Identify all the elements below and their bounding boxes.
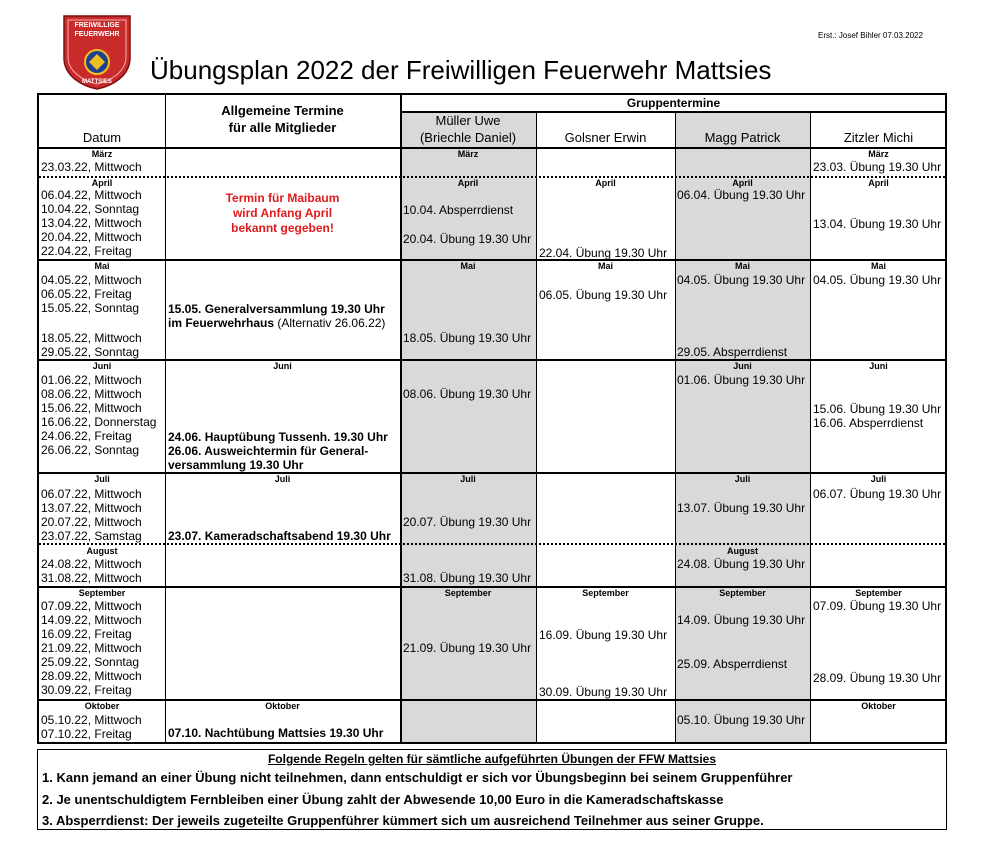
group3-entry: 13.07. Übung 19.30 Uhr [677, 501, 806, 515]
group2-entry: 22.04. Übung 19.30 Uhr [539, 246, 668, 260]
month-header: Mai [734, 261, 750, 271]
month-header: September [855, 588, 902, 598]
group1-entry: 08.06. Übung 19.30 Uhr [403, 387, 532, 401]
month-header: Oktober [861, 701, 896, 711]
group3-shade [675, 112, 810, 742]
month-header: Juli [460, 474, 476, 484]
month-header: Juni [733, 361, 752, 371]
month-header: Juli [94, 474, 110, 484]
event-nachtuebung: 07.10. Nachtübung Mattsies 19.30 Uhr [168, 726, 384, 740]
month-header: September [719, 588, 766, 598]
group4-entry: 28.09. Übung 19.30 Uhr [813, 671, 942, 685]
author-note: Erst.: Josef Bihler 07.03.2022 [818, 31, 923, 40]
group3-entry: 29.05. Absperrdienst [677, 345, 788, 359]
page-title: Übungsplan 2022 der Freiwilligen Feuerwehr Mattsies [150, 55, 772, 85]
event-generalversammlung: 15.05. Generalversammlung 19.30 Uhr im Feuerwehrhaus (Alternativ 26.06.22) [168, 302, 386, 330]
svg-text:FEUERWEHR: FEUERWEHR [74, 31, 120, 38]
month-header: April [732, 178, 753, 188]
group1-entry: 18.05. Übung 19.30 Uhr [403, 331, 532, 345]
group1-entry: 31.08. Übung 19.30 Uhr [403, 571, 532, 585]
group2-entry: 06.05. Übung 19.30 Uhr [539, 288, 668, 302]
event-hauptuebung: 24.06. Hauptübung Tussenh. 19.30 Uhr 26.06. Ausweichtermin für General- versammlung 19.30 Uhr [168, 430, 388, 472]
month-header: Mai [597, 261, 613, 271]
maibaum-note: Termin für Maibaum wird Anfang April bekannt gegeben! [225, 191, 340, 235]
col-divider [400, 95, 402, 742]
month-header: Juni [869, 361, 888, 371]
month-header: Juni [273, 361, 292, 371]
month-header: März [457, 149, 479, 159]
date-list: 18.05.22, Mittwoch 29.05.22, Sonntag [41, 331, 142, 359]
header-group2: Golsner Erwin [564, 130, 647, 145]
header-datum: Datum [82, 130, 122, 145]
group4-entry: 04.05. Übung 19.30 Uhr [813, 273, 942, 287]
month-header: April [91, 178, 113, 188]
event-kameradschaftsabend: 23.07. Kameradschaftsabend 19.30 Uhr [168, 529, 391, 543]
month-header: Juli [734, 474, 751, 484]
group3-entry: 25.09. Absperrdienst [677, 657, 788, 671]
header-group1: Müller Uwe (Briechle Daniel) [419, 113, 517, 145]
month-header: März [868, 149, 889, 159]
header-allgemein: Allgemeine Termine für alle Mitglieder [221, 103, 344, 135]
month-header: Juli [274, 474, 291, 484]
fire-brigade-logo [62, 14, 132, 90]
date-list: 04.05.22, Mittwoch 06.05.22, Freitag 15.05.22, Sonntag [41, 273, 142, 315]
date-list: 24.08.22, Mittwoch 31.08.22, Mittwoch [41, 557, 142, 585]
header-gruppentermine: Gruppentermine [626, 96, 721, 110]
rules-heading: Folgende Regeln gelten für sämtliche aufgeführten Übungen der FFW Mattsies [267, 752, 717, 766]
month-header: April [868, 178, 889, 188]
header-group4: Zitzler Michi [843, 130, 914, 145]
date-list: 06.04.22, Mittwoch 10.04.22, Sonntag 13.04.22, Mittwoch 20.04.22, Mittwoch 22.04.22, Freitag [41, 188, 142, 258]
group3-entry: 01.06. Übung 19.30 Uhr [677, 373, 806, 387]
rule-item: 3. Absperrdienst: Der jeweils zugeteilte Gruppenführer kümmert sich um ausreichend Teilnehmer aus seiner Gruppe. [42, 813, 764, 828]
header-group3: Magg Patrick [704, 130, 781, 145]
group3-entry: 14.09. Übung 19.30 Uhr [677, 613, 806, 627]
month-divider [39, 543, 945, 545]
month-header: Mai [94, 261, 110, 271]
month-header: Oktober [84, 701, 120, 711]
svg-text:MATTSIES: MATTSIES [82, 79, 112, 85]
group4-entry: 07.09. Übung 19.30 Uhr [813, 599, 942, 613]
svg-text:FREIWILLIGE: FREIWILLIGE [74, 22, 120, 29]
date-list: 07.09.22, Mittwoch 14.09.22, Mittwoch 16.09.22, Freitag 21.09.22, Mittwoch 25.09.22, Sonntag 28.09.22, Mittwoch 30.09.22, Freitag [41, 599, 142, 697]
month-header: Juli [870, 474, 887, 484]
group3-entry: 05.10. Übung 19.30 Uhr [677, 713, 806, 727]
month-header: Mai [460, 261, 476, 271]
date-list: 06.07.22, Mittwoch 13.07.22, Mittwoch 20.07.22, Mittwoch 23.07.22, Samstag [41, 487, 142, 543]
date-list: 23.03.22, Mittwoch [41, 160, 142, 174]
month-header: Mai [870, 261, 886, 271]
plan-table [37, 93, 947, 744]
date-list: 05.10.22, Mittwoch 07.10.22, Freitag [41, 713, 142, 741]
month-header: September [78, 588, 126, 598]
group3-entry: 04.05. Übung 19.30 Uhr [677, 273, 806, 287]
group4-entry: 23.03. Übung 19.30 Uhr [813, 160, 942, 174]
group1-entry: 10.04. Absperrdienst [403, 203, 514, 217]
rules-box [37, 749, 947, 830]
group4-entry: 13.04. Übung 19.30 Uhr [813, 217, 942, 231]
group1-entry: 20.07. Übung 19.30 Uhr [403, 515, 532, 529]
month-header: September [444, 588, 492, 598]
month-header: April [595, 178, 616, 188]
group1-entry: 21.09. Übung 19.30 Uhr [403, 641, 532, 655]
date-list: 01.06.22, Mittwoch 08.06.22, Mittwoch 15.06.22, Mittwoch 16.06.22, Donnerstag 24.06.22, Freitag 26.06.22, Sonntag [41, 373, 157, 457]
col-divider [810, 112, 811, 742]
month-header: März [91, 149, 113, 159]
rule-item: 1. Kann jemand an einer Übung nicht teilnehmen, dann entschuldigt er sich vor Übungsbeginn bei seinem Gruppenführer [42, 770, 793, 785]
month-header: Oktober [265, 701, 300, 711]
col-divider [675, 112, 676, 742]
group2-entry: 30.09. Übung 19.30 Uhr [539, 685, 668, 699]
month-header: August [727, 546, 758, 556]
rule-item: 2. Je unentschuldigtem Fernbleiben einer Übung zahlt der Abwesende 10,00 Euro in die Kameradschaftskasse [42, 792, 724, 807]
month-header: August [86, 546, 118, 556]
group4-entry: 06.07. Übung 19.30 Uhr [813, 487, 942, 501]
group2-entry: 16.09. Übung 19.30 Uhr [539, 628, 668, 642]
group4-entry: 15.06. Übung 19.30 Uhr 16.06. Absperrdienst [813, 402, 942, 430]
group3-entry: 24.08. Übung 19.30 Uhr [677, 557, 806, 571]
month-header: April [457, 178, 479, 188]
col-divider [536, 112, 537, 742]
month-header: September [582, 588, 629, 598]
month-header: Juni [92, 361, 112, 371]
group1-entry: 20.04. Übung 19.30 Uhr [403, 232, 532, 246]
group3-entry: 06.04. Übung 19.30 Uhr [677, 188, 806, 202]
